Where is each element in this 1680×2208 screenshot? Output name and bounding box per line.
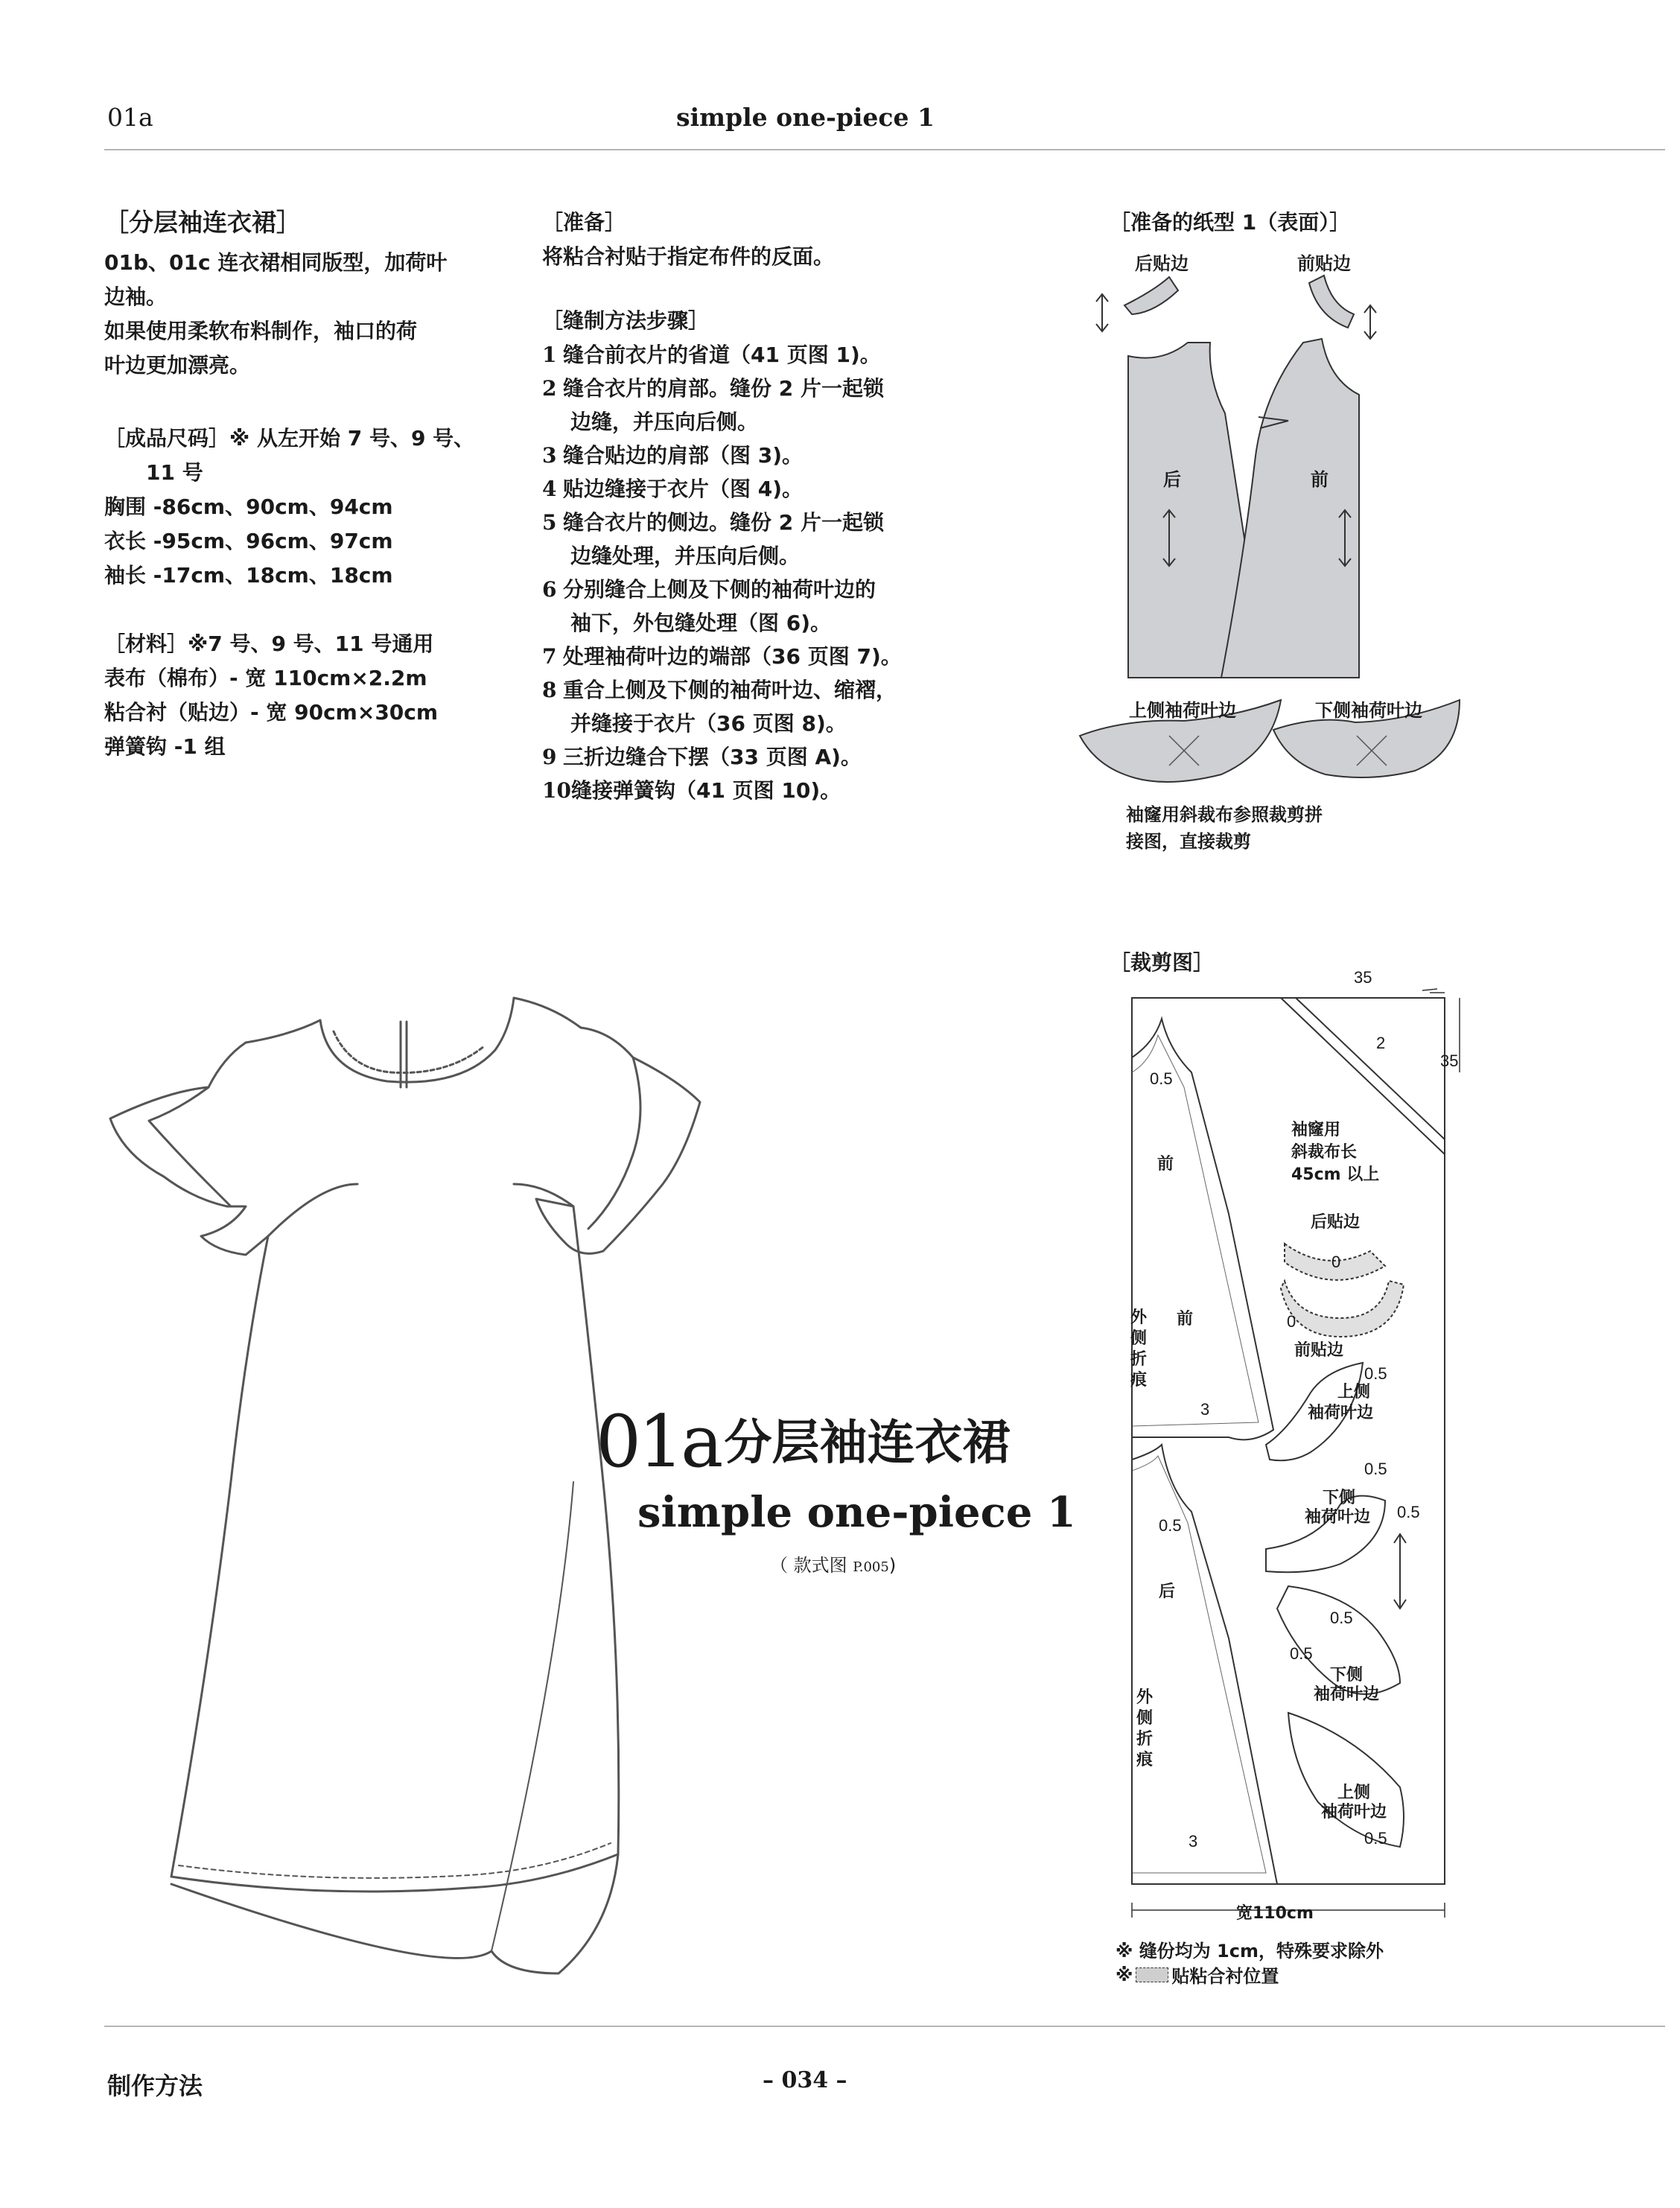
grain-arrow-icon xyxy=(1364,305,1376,339)
cut-back-facing-label: 后贴边 xyxy=(1311,1213,1361,1232)
sa-label: 0 xyxy=(1287,1312,1296,1331)
intro-line: 01b、01c 连衣裙相同版型，加荷叶 xyxy=(104,250,448,275)
sa-label: 0.5 xyxy=(1397,1503,1420,1521)
step-number xyxy=(542,405,563,439)
cut-back-label: 后 xyxy=(1159,1582,1176,1601)
fold-label-char: 外 xyxy=(1130,1308,1148,1327)
back-zipper xyxy=(401,1022,407,1087)
feature-ref-prefix: （ 款式图 xyxy=(770,1555,853,1576)
step-text: 分别缝合上侧及下侧的袖荷叶边的 xyxy=(563,577,876,602)
step-text: 边缝，并压向后侧。 xyxy=(570,410,759,434)
intro-line: 边袖。 xyxy=(104,284,168,309)
step-line xyxy=(542,640,902,673)
cutting-layout-drawing xyxy=(1117,968,1504,1936)
fold-label-char: 痕 xyxy=(1130,1371,1148,1390)
step-text: 重合上侧及下侧的袖荷叶边、缩褶， xyxy=(563,678,897,702)
material-line: 表布（棉布）- 宽 110cm×2.2m xyxy=(104,666,427,690)
dress-left-side xyxy=(171,1236,268,1877)
step-text: 缝合贴边的肩部（图 3)。 xyxy=(563,443,804,468)
sa-label: 0.5 xyxy=(1364,1460,1387,1478)
left-sleeve-ruffle-inner xyxy=(149,1087,231,1206)
feature-ref-page: P.005 xyxy=(853,1559,889,1575)
size-line: 衣长 -95cm、96cm、97cm xyxy=(104,529,393,553)
cut-upper-ruffle-label: 上侧 xyxy=(1337,1784,1371,1802)
step-line xyxy=(542,439,902,472)
fold-label-char: 侧 xyxy=(1130,1329,1148,1348)
step-line xyxy=(542,740,902,774)
neckline-facing xyxy=(334,1031,484,1073)
step-text: 缝接弹簧钩（41 页图 10)。 xyxy=(570,778,841,803)
step-line xyxy=(542,673,902,707)
back-facing-piece xyxy=(1124,277,1178,314)
preparation-heading: ［准备］ xyxy=(542,210,626,235)
step-line xyxy=(542,573,902,606)
step-line xyxy=(542,707,902,740)
header-rule xyxy=(104,149,1665,150)
step-number: 7 xyxy=(542,644,557,669)
cut-front-label: 前 xyxy=(1157,1155,1174,1174)
step-number: 6 xyxy=(542,577,557,602)
pattern-pieces-drawing xyxy=(1072,268,1489,819)
step-line xyxy=(542,372,902,405)
cutting-note-2 xyxy=(1116,1962,1279,1988)
bias-label-line: 斜裁布长 xyxy=(1291,1143,1358,1162)
pattern-note-line: 袖窿用斜裁布参照裁剪拼 xyxy=(1126,804,1323,825)
step-number xyxy=(542,539,563,573)
feature-title-block xyxy=(596,1400,1010,1483)
step-text: 边缝处理，并压向后侧。 xyxy=(570,544,801,568)
cut-lower-ruffle-label: 下侧 xyxy=(1330,1666,1364,1684)
step-text: 缝合前衣片的省道（41 页图 1)。 xyxy=(563,343,881,367)
grain-arrow-icon xyxy=(1096,294,1108,331)
size-line: 袖长 -17cm、18cm、18cm xyxy=(104,563,393,588)
pattern-back-facing-label: 后贴边 xyxy=(1135,253,1189,274)
pattern-front-facing-label: 前贴边 xyxy=(1297,253,1351,274)
fold-label-char: 折 xyxy=(1136,1730,1154,1749)
step-text: 处理袖荷叶边的端部（36 页图 7)。 xyxy=(563,644,902,669)
step-number: 3 xyxy=(542,443,557,468)
footer-label: 制作方法 xyxy=(107,2072,203,2100)
cutting-note-2-text: 贴粘合衬位置 xyxy=(1171,1966,1279,1987)
feature-ref xyxy=(770,1550,896,1577)
step-text: 三折边缝合下摆（33 页图 A)。 xyxy=(563,745,862,769)
dimension-line xyxy=(1422,989,1445,993)
intro-line: 叶边更加漂亮。 xyxy=(104,353,251,378)
materials-heading: ［材料］※7 号、9 号、11 号通用 xyxy=(104,631,434,656)
step-text: 缝合衣片的侧边。缝份 2 片一起锁 xyxy=(563,510,884,535)
fabric-outline xyxy=(1132,998,1445,1884)
steps-section xyxy=(542,304,902,807)
step-line xyxy=(542,405,902,439)
cut-back-piece xyxy=(1132,1445,1277,1884)
sa-label: 0.5 xyxy=(1159,1516,1182,1535)
header-code: 01a xyxy=(107,103,153,132)
step-line xyxy=(542,338,902,372)
sa-label: 0.5 xyxy=(1364,1364,1387,1383)
grain-arrow-icon xyxy=(1394,1534,1406,1609)
steps-heading: ［缝制方法步骤］ xyxy=(542,308,710,333)
cut-lower-ruffle-label: 袖荷叶边 xyxy=(1305,1508,1371,1527)
sa-label: 3 xyxy=(1200,1400,1210,1419)
step-number: 9 xyxy=(542,745,557,769)
front-facing-piece xyxy=(1309,276,1354,328)
cut-lower-ruffle-label: 袖荷叶边 xyxy=(1314,1685,1380,1704)
sa-label: 0.5 xyxy=(1364,1829,1387,1848)
step-text: 贴边缝接于衣片（图 4)。 xyxy=(563,477,804,501)
patterns-heading: ［准备的纸型 1（表面）］ xyxy=(1110,210,1351,235)
sa-label: 0.5 xyxy=(1290,1644,1313,1663)
intro-section xyxy=(104,206,491,383)
feature-code: 01a xyxy=(596,1400,721,1483)
size-line: 胸围 -86cm、90cm、94cm xyxy=(104,494,393,519)
cut-upper-ruffle-label: 袖荷叶边 xyxy=(1308,1404,1374,1422)
fold-label-char: 外 xyxy=(1136,1688,1154,1707)
step-number xyxy=(542,606,563,640)
sizes-section xyxy=(104,421,506,593)
step-text: 缝合衣片的肩部。缝份 2 片一起锁 xyxy=(563,376,884,401)
cut-front-facing-label: 前贴边 xyxy=(1294,1341,1344,1360)
step-number: 8 xyxy=(542,678,557,702)
cut-front-facing xyxy=(1281,1281,1404,1337)
cut-upper-ruffle-label: 袖荷叶边 xyxy=(1321,1803,1387,1822)
feature-ref-suffix: ) xyxy=(888,1555,897,1576)
cut-lower-ruffle-label: 下侧 xyxy=(1323,1489,1356,1507)
pattern-upper-ruffle-label: 上侧袖荷叶边 xyxy=(1129,700,1236,721)
feature-en-title: simple one-piece 1 xyxy=(637,1488,1076,1537)
step-text: 袖下，外包缝处理（图 6)。 xyxy=(570,611,832,635)
cutting-note-1: ※ 缝份均为 1cm，特殊要求除外 xyxy=(1116,1941,1384,1962)
footer-page-number: – 034 – xyxy=(763,2067,847,2093)
front-bodice-piece xyxy=(1221,339,1359,678)
fold-label-char: 侧 xyxy=(1136,1709,1154,1728)
intro-line: 如果使用柔软布料制作，袖口的荷 xyxy=(104,319,418,343)
dim-35-top: 35 xyxy=(1354,968,1372,987)
dress-armhole-right xyxy=(514,1184,573,1206)
step-number: 10 xyxy=(542,778,571,803)
pattern-note-line: 接图，直接裁剪 xyxy=(1126,831,1251,852)
preparation-section xyxy=(542,206,834,274)
cutting-heading: ［裁剪图］ xyxy=(1110,950,1215,975)
footer-rule xyxy=(104,2026,1665,2027)
step-line xyxy=(542,506,902,539)
header-title: simple one-piece 1 xyxy=(676,103,935,132)
sizes-heading: 11 号 xyxy=(146,460,203,485)
material-line: 弹簧钩 -1 组 xyxy=(104,734,226,759)
step-text: 并缝接于衣片（36 页图 8)。 xyxy=(570,711,847,736)
dim-35-right: 35 xyxy=(1440,1051,1459,1070)
cut-front-inner xyxy=(1132,1035,1259,1426)
steps-list xyxy=(542,338,902,807)
fold-label-char: 痕 xyxy=(1136,1751,1154,1769)
step-line xyxy=(542,539,902,573)
right-sleeve-ruffle xyxy=(536,1028,700,1253)
cut-back-inner xyxy=(1132,1456,1266,1873)
bias-label-line: 袖窿用 xyxy=(1291,1121,1341,1139)
left-shoulder xyxy=(246,1020,320,1043)
sizes-heading: ［成品尺码］※ 从左开始 7 号、9 号、 xyxy=(104,426,475,451)
step-line xyxy=(542,774,902,807)
step-number: 5 xyxy=(542,510,557,535)
cut-upper-ruffle-label: 上侧 xyxy=(1337,1383,1371,1402)
right-sleeve-ruffle-inner xyxy=(588,1057,640,1229)
step-number: 2 xyxy=(542,376,557,401)
dress-right-side xyxy=(573,1206,619,1854)
bias-label-line: 45cm 以上 xyxy=(1291,1165,1380,1184)
interfacing-swatch-icon xyxy=(1136,1967,1168,1982)
cut-front-label: 前 xyxy=(1177,1310,1194,1329)
step-number: 1 xyxy=(542,343,557,367)
feature-cn-title: 分层袖连衣裙 xyxy=(724,1416,1011,1471)
step-number xyxy=(542,707,563,740)
right-shoulder xyxy=(514,998,581,1028)
step-line xyxy=(542,606,902,640)
intro-heading: ［分层袖连衣裙］ xyxy=(104,208,301,237)
step-number: 4 xyxy=(542,477,557,501)
sa-label: 3 xyxy=(1189,1832,1198,1851)
material-line: 粘合衬（贴边）- 宽 90cm×30cm xyxy=(104,700,439,725)
note-mark: ※ xyxy=(1116,1964,1133,1985)
neckline xyxy=(320,998,514,1082)
dim-2: 2 xyxy=(1376,1034,1386,1052)
pattern-front-label: 前 xyxy=(1311,469,1329,490)
fold-label-back xyxy=(1136,1687,1153,1771)
sa-label: 0.5 xyxy=(1330,1609,1353,1627)
materials-section xyxy=(104,627,506,764)
sa-label: 0 xyxy=(1331,1253,1341,1271)
dress-armhole-left xyxy=(268,1184,357,1236)
pattern-lower-ruffle-label: 下侧袖荷叶边 xyxy=(1315,700,1422,721)
sa-label: 0.5 xyxy=(1150,1069,1173,1088)
fold-label-front xyxy=(1130,1308,1147,1391)
pattern-back-label: 后 xyxy=(1163,469,1181,490)
dress-hem-stitch xyxy=(179,1843,611,1878)
left-sleeve-ruffle xyxy=(110,1043,268,1255)
preparation-text: 将粘合衬贴于指定布件的反面。 xyxy=(542,244,835,269)
fold-label-char: 折 xyxy=(1130,1350,1148,1369)
step-line xyxy=(542,472,902,506)
fabric-width-label: 宽110cm xyxy=(1236,1904,1314,1923)
